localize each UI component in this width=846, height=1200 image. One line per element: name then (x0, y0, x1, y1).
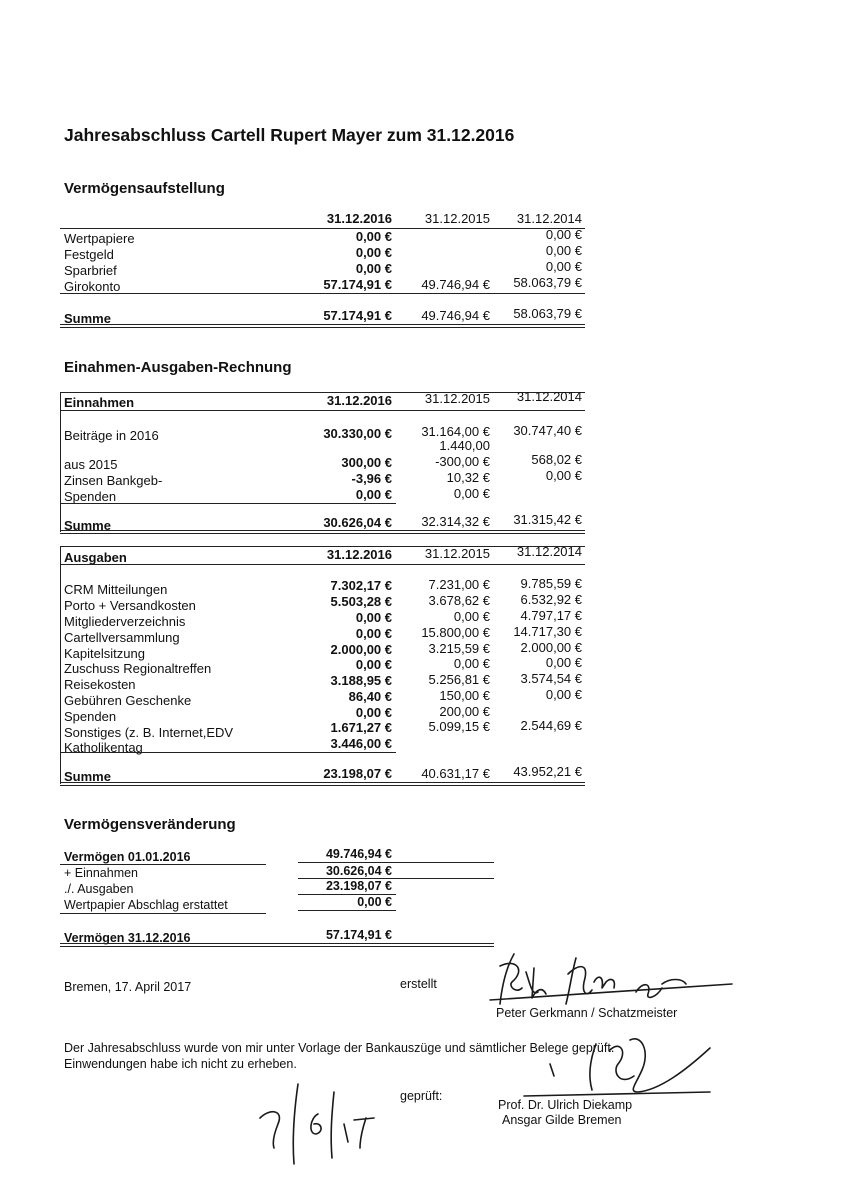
row-label: Spenden (64, 709, 117, 724)
value-2015: 31.164,00 € (421, 424, 490, 439)
col-header-2015: 31.12.2015 (424, 211, 490, 226)
row-label: Summe (64, 769, 111, 784)
row-label: Girokonto (64, 279, 121, 294)
value-2016: 23.198,07 € (323, 766, 392, 781)
handwritten-date (250, 1078, 380, 1168)
value-2015: 0,00 € (453, 486, 490, 501)
row-label: Vermögen 31.12.2016 (64, 931, 191, 945)
row-value: 30.626,04 € (325, 864, 392, 878)
value-2016: 30.330,00 € (323, 426, 392, 441)
value-2014: 43.952,21 € (513, 764, 582, 779)
col-header-2015: 31.12.2015 (424, 546, 490, 561)
signer-2-org: Ansgar Gilde Bremen (502, 1113, 622, 1127)
row-label: + Einnahmen (64, 866, 139, 880)
value-2014: 2.544,69 € (520, 718, 582, 733)
value-2016: 3.188,95 € (330, 673, 392, 688)
value-2015: -300,00 € (435, 454, 490, 469)
audit-statement-2: Einwendungen habe ich nicht zu erheben. (64, 1057, 297, 1071)
row-label: Katholikentag (64, 740, 143, 755)
row-value: 23.198,07 € (325, 879, 392, 893)
row-label: Festgeld (64, 247, 114, 262)
row-label: Kapitelsitzung (64, 646, 145, 661)
audit-statement: Der Jahresabschluss wurde von mir unter Vorlage der Bankauszüge und sämtlicher Belege geprüft. (64, 1041, 615, 1055)
row-label: Summe (64, 311, 111, 326)
col-header-2016: 31.12.2016 (326, 393, 392, 408)
value-2016: 1.671,27 € (330, 720, 392, 735)
value-2015: 0,00 € (453, 656, 490, 671)
value-2015: 49.746,94 € (421, 308, 490, 323)
row-label: Spenden (64, 489, 117, 504)
value-2016: 0,00 € (355, 626, 392, 641)
value-2016: 0,00 € (355, 705, 392, 720)
row-label: Wertpapier Abschlag erstattet (64, 898, 228, 912)
col-header-2015: 31.12.2015 (424, 391, 490, 406)
value-2016: 5.503,28 € (330, 594, 392, 609)
row-label: Reisekosten (64, 677, 136, 692)
value-2016: 7.302,17 € (330, 578, 392, 593)
erstellt-label: erstellt (400, 977, 437, 991)
page-title: Jahresabschluss Cartell Rupert Mayer zum 31.12.2016 (64, 125, 515, 145)
row-label: Cartellversammlung (64, 630, 180, 645)
col-header-2014: 31.12.2014 (516, 544, 582, 559)
value-2015: 0,00 € (453, 609, 490, 624)
value-2014: 0,00 € (545, 227, 582, 242)
signer-2-name: Prof. Dr. Ulrich Diekamp (498, 1098, 633, 1112)
value-2014: 6.532,92 € (520, 592, 582, 607)
value-2014: 30.747,40 € (513, 423, 582, 438)
value-2016: 300,00 € (341, 455, 392, 470)
einnahmen-header: Einnahmen (64, 395, 135, 410)
value-2014: 58.063,79 € (513, 306, 582, 321)
row-value: 49.746,94 € (325, 847, 392, 861)
value-2015: 3.678,62 € (428, 593, 490, 608)
value-2016: 0,00 € (355, 657, 392, 672)
section-heading-vermoegensveraenderung: Vermögensveränderung (64, 816, 236, 833)
value-2016: 30.626,04 € (323, 515, 392, 530)
value-2014: 0,00 € (545, 259, 582, 274)
row-label: aus 2015 (64, 457, 118, 472)
row-label: Vermögen 01.01.2016 (64, 850, 191, 864)
value-2016: 0,00 € (355, 487, 392, 502)
row-label: Wertpapiere (64, 231, 135, 246)
value-2014: 9.785,59 € (520, 576, 582, 591)
section-heading-einnahmen-ausgaben: Einahmen-Ausgaben-Rechnung (64, 359, 292, 376)
value-2014: 14.717,30 € (513, 624, 582, 639)
ausgaben-header: Ausgaben (64, 550, 127, 565)
value-2014: 2.000,00 € (520, 640, 582, 655)
signature-diekamp (510, 1030, 730, 1105)
row-label: Sparbrief (64, 263, 117, 278)
value-2015: 200,00 € (439, 704, 490, 719)
value-2014: 0,00 € (545, 655, 582, 670)
value-2016: 0,00 € (355, 229, 392, 244)
value-2014: 568,02 € (531, 452, 582, 467)
row-value: 0,00 € (357, 895, 392, 909)
value-2016: 3.446,00 € (330, 736, 392, 751)
row-label: Sonstiges (z. B. Internet,EDV (64, 725, 234, 740)
value-2014: 4.797,17 € (520, 608, 582, 623)
value-2014: 31.315,42 € (513, 512, 582, 527)
value-2014: 58.063,79 € (513, 275, 582, 290)
row-label: Mitgliederverzeichnis (64, 614, 186, 629)
value-2014: 0,00 € (545, 468, 582, 483)
value-2014: 0,00 € (545, 687, 582, 702)
row-label: ./. Ausgaben (64, 882, 134, 896)
value-2015: 49.746,94 € (421, 277, 490, 292)
value-2015: 5.099,15 € (428, 719, 490, 734)
row-label: Porto + Versandkosten (64, 598, 196, 613)
value-2015: 150,00 € (439, 688, 490, 703)
col-header-2014: 31.12.2014 (516, 389, 582, 404)
place-date: Bremen, 17. April 2017 (64, 980, 192, 994)
value-2016: 86,40 € (348, 689, 392, 704)
row-label: Gebühren Geschenke (64, 693, 192, 708)
value-2015: 5.256,81 € (428, 672, 490, 687)
value-2016: 2.000,00 € (330, 642, 392, 657)
value-2016: 57.174,91 € (323, 308, 392, 323)
col-header-2014: 31.12.2014 (516, 211, 582, 226)
value-2015: 40.631,17 € (421, 766, 490, 781)
col-header-2016: 31.12.2016 (326, 211, 392, 226)
value-2016: 0,00 € (355, 245, 392, 260)
signer-1: Peter Gerkmann / Schatzmeister (496, 1006, 678, 1020)
value-2015: 3.215,59 € (428, 641, 490, 656)
row-label: Beiträge in 2016 (64, 428, 159, 443)
row-label: Summe (64, 518, 111, 533)
value-2015-extra: 1.440,00 (439, 438, 490, 453)
row-label: Zuschuss Regionaltreffen (64, 661, 212, 676)
section-heading-vermoegensaufstellung: Vermögensaufstellung (64, 180, 225, 197)
row-label: Zinsen Bankgeb- (64, 473, 163, 488)
value-2015: 15.800,00 € (421, 625, 490, 640)
value-2014: 3.574,54 € (520, 671, 582, 686)
value-2016: 0,00 € (355, 261, 392, 276)
value-2015: 10,32 € (446, 470, 490, 485)
geprueft-label: geprüft: (400, 1089, 443, 1103)
value-2016: 0,00 € (355, 610, 392, 625)
row-value: 57.174,91 € (325, 928, 392, 942)
value-2015: 32.314,32 € (421, 514, 490, 529)
col-header-2016: 31.12.2016 (326, 547, 392, 562)
value-2014: 0,00 € (545, 243, 582, 258)
value-2016: 57.174,91 € (323, 277, 392, 292)
value-2016: -3,96 € (351, 471, 392, 486)
value-2015: 7.231,00 € (428, 577, 490, 592)
row-label: CRM Mitteilungen (64, 582, 168, 597)
